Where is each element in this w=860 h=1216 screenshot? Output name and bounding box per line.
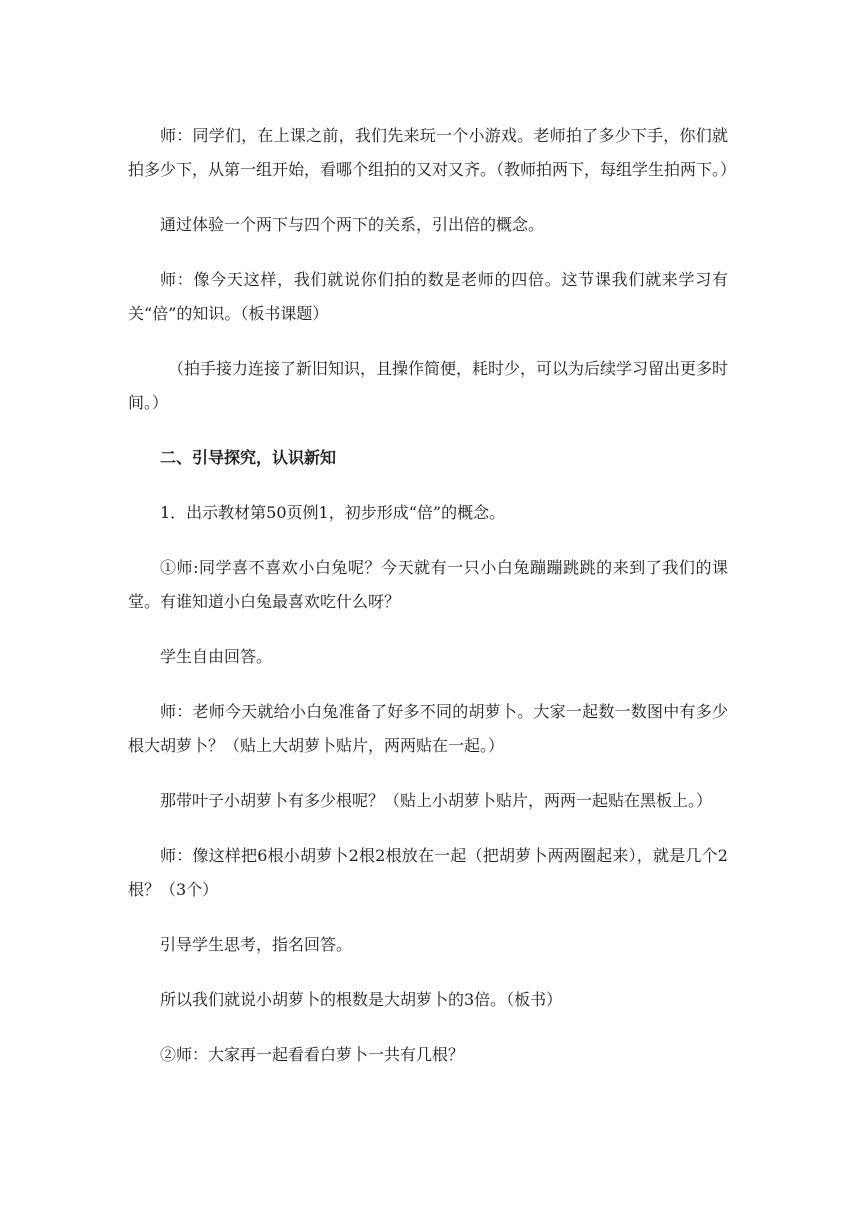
- paragraph: 所以我们就说小胡萝卜的根数是大胡萝卜的3倍。（板书）: [160, 990, 563, 1009]
- document-body: [128, 119, 737, 1093]
- paragraph: 学生自由回答。: [160, 647, 273, 666]
- paragraph: 那带叶子小胡萝卜有多少根呢？（贴上小胡萝卜贴片，两两一起贴在黑板上。）: [160, 791, 713, 810]
- paragraph: 师：像今天这样，我们就说你们拍的数是老师的四倍。这节课我们就来学习有关“倍”的知识。（板书课题）: [128, 270, 728, 323]
- paragraph: ②师：大家再一起看看白萝卜一共有几根？: [160, 1045, 465, 1064]
- paragraph: 通过体验一个两下与四个两下的关系，引出倍的概念。: [160, 215, 545, 234]
- section-heading: 二、引导探究，认识新知: [160, 448, 337, 467]
- paragraph: 师：老师今天就给小白兔准备了好多不同的胡萝卜。大家一起数一数图中有多少根大胡萝卜？（贴上大胡萝卜贴片，两两贴在一起。）: [128, 702, 728, 755]
- paragraph: 引导学生思考，指名回答。: [160, 935, 353, 954]
- paragraph: 师：像这样把6根小胡萝卜2根2根放在一起（把胡萝卜两两圈起来），就是几个2根？（3个）: [128, 846, 728, 899]
- paragraph: 1．出示教材第50页例1，初步形成“倍”的概念。: [160, 503, 506, 522]
- paragraph-note: （拍手接力连接了新旧知识，且操作简便，耗时少，可以为后续学习留出更多时间。）: [128, 359, 729, 412]
- paragraph: ①师:同学喜不喜欢小白兔呢？今天就有一只小白兔蹦蹦跳跳的来到了我们的课堂。有谁知道小白兔最喜欢吃什么呀？: [128, 558, 728, 611]
- paragraph: 师：同学们，在上课之前，我们先来玩一个小游戏。老师拍了多少下手，你们就拍多少下，从第一组开始，看哪个组拍的又对又齐。（教师拍两下，每组学生拍两下。）: [128, 126, 737, 179]
